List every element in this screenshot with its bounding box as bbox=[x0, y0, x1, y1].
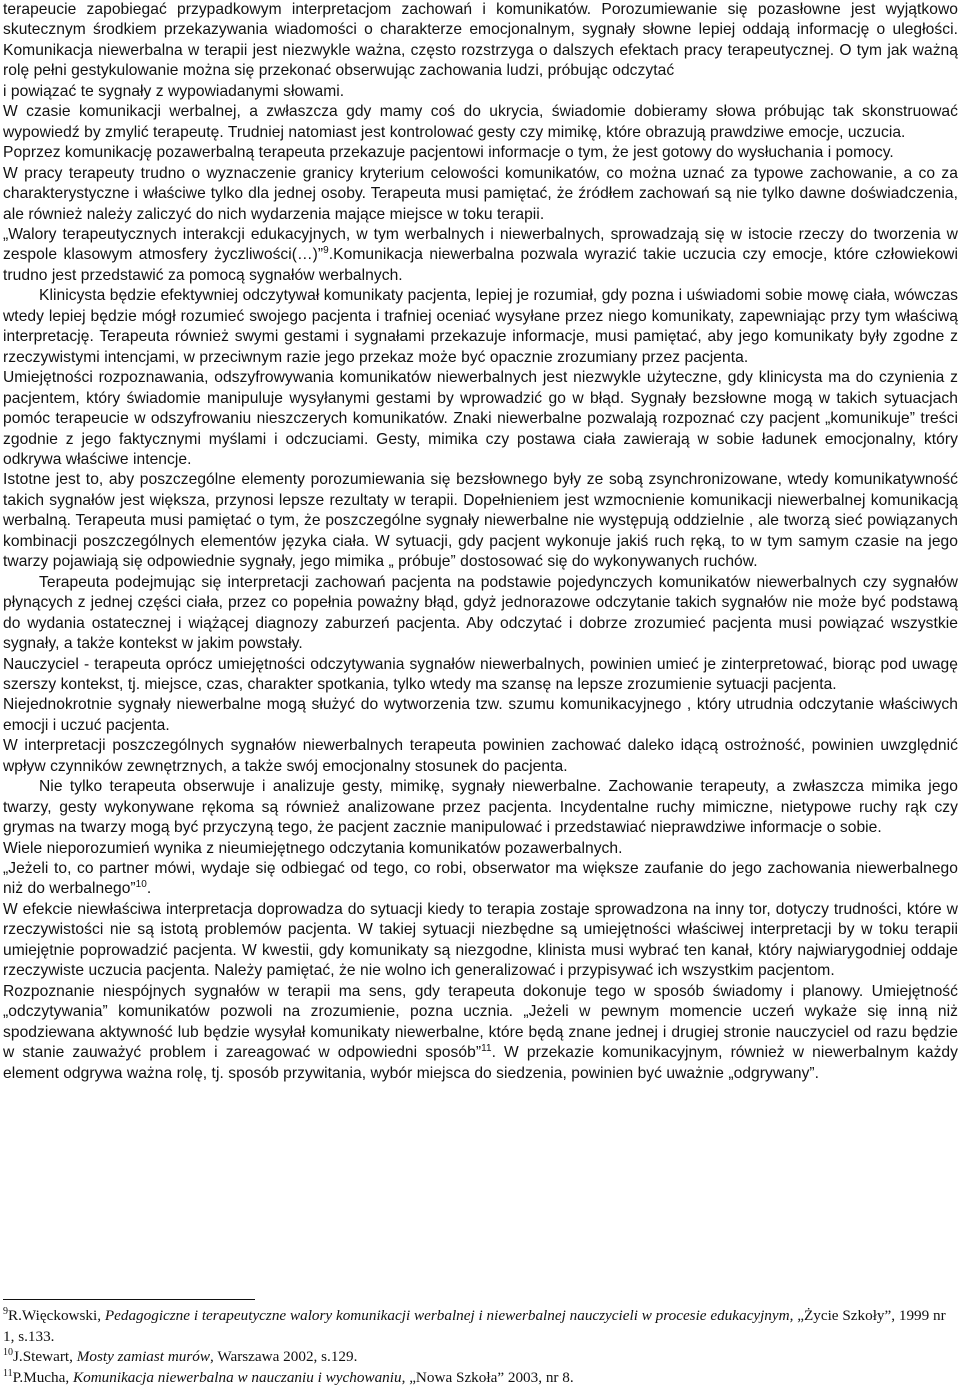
paragraph bbox=[3, 982, 958, 1084]
paragraph: i powiązać te sygnały z wypowiadanymi słowami. bbox=[3, 82, 345, 100]
footnote bbox=[3, 1347, 958, 1368]
footnote-source: , „Nowa Szkoła” 2003, nr 8. bbox=[401, 1368, 574, 1386]
paragraph: Niejednokrotnie sygnały niewerbalne mogą służyć do wytworzenia tzw. szumu komunikacyjnego , który utrudnia odczytanie właściwych emocji i uczuć pacjenta. bbox=[3, 696, 958, 734]
footnote-number: 11 bbox=[3, 1367, 13, 1379]
footnote-author: P.Mucha, bbox=[12, 1368, 73, 1386]
paragraph: Nie tylko terapeuta obserwuje i analizuje gesty, mimikę, sygnały niewerbalne. Zachowanie terapeuty, a zwłaszcza mimika jego twarzy, gesty wykonywane rękoma są również analizowane przez pacjenta. Incydentalne ruchy mimiczne, nietypowe ruchy rąk czy grymas na twarzy mogą być przyczyną tego, że pacjent zacznie manipulować i przedstawiać nieprawdziwe informacje o sobie. bbox=[3, 778, 958, 837]
document-body bbox=[3, 0, 958, 1084]
footnote-source: „Życie Szkoły”, 1999 nr 1, s.133. bbox=[3, 1307, 946, 1345]
paragraph: Nauczyciel - terapeuta oprócz umiejętności odczytywania sygnałów niewerbalnych, powinien umieć je zinterpretować, biorąc pod uwagę szerszy kontekst, tj. miejsce, czas, charakter spotkania, tylko wtedy ma szansę na lepsze zrozumienie sytuacji pacjenta. bbox=[3, 655, 958, 693]
paragraph: W pracy terapeuty trudno o wyznaczenie granicy kryterium celowości komunikatów, co można uznać za typowe zachowanie, a co za charakterystyczne i właściwe tylko dla jednej osoby. Terapeuta musi pamiętać, że źródłem zachowań są nie tylko dawne doświadczenia, ale również należy zaliczyć do nich wydarzenia mające miejsce w toku terapii. bbox=[3, 164, 958, 223]
footnote-ref: 9 bbox=[323, 245, 329, 257]
paragraph-text: Rozpoznanie niespójnych sygnałów w terapii ma sens, gdy terapeuta dokonuje tego w sposób świadomy i planowy. Umiejętność „odczytywania” komunikatów pozwoli na zrozumienie, pozna ucznia. „Jeżeli w pewnym momencie uczeń wykaże się inną niż spodziewana aktywność lub będzie wysyłał komunikaty niewerbalne, które będą znane jednej i drugiej stronie nauczyciel od razu będzie w stanie zauważyć problem i zareagować w odpowiedni sposób” bbox=[3, 982, 958, 1062]
footnote-title: Komunikacja niewerbalna w nauczaniu i wychowaniu bbox=[72, 1368, 402, 1386]
paragraph: W interpretacji poszczególnych sygnałów niewerbalnych terapeuta powinien zachować daleko idącą ostrożność, powinien uwzględnić wpływ czynników zewnętrznych, a także swój emocjonalny stosunek do pacjenta. bbox=[3, 737, 958, 775]
paragraph: Wiele nieporozumień wynika z nieumiejętnego odczytania komunikatów pozawerbalnych. bbox=[3, 839, 623, 857]
footnote bbox=[3, 1368, 958, 1389]
footnote-author: J.Stewart, bbox=[13, 1348, 77, 1366]
quote-text: „Jeżeli to, co partner mówi, wydaje się odbiegać od tego, co robi, obserwator ma większe zaufanie do jego zachowania niewerbalnego niż do werbalnego” bbox=[3, 860, 958, 898]
footnote-separator bbox=[3, 1299, 255, 1300]
paragraph: terapeucie zapobiegać przypadkowym interpretacjom zachowań i komunikatów. Porozumiewanie się pozasłowne jest wyjątkowo skutecznym środkiem przekazywania wiadomości o charakterze emocjonalnym, sygnały słowne lepiej oddają informację o uległości. Komunikacja niewerbalna w terapii jest niezwykle ważna, często rozstrzyga o dalszych efektach pracy terapeutycznej. O tym jak ważną rolę pełni gestykulowanie można się przekonać obserwując zachowania ludzi, próbując odczytać bbox=[3, 1, 958, 80]
paragraph: Poprzez komunikację pozawerbalną terapeuta przekazuje pacjentowi informacje o tym, że jest gotowy do wysłuchania i pomocy. bbox=[3, 144, 894, 162]
paragraph: W czasie komunikacji werbalnej, a zwłaszcza gdy mamy coś do ukrycia, świadomie dobieramy słowa próbując tak skonstruować wypowiedź by zmylić terapeutę. Trudniej natomiast jest kontrolować gesty czy mimikę, które obrazują prawdziwe emocje, uczucia. bbox=[3, 103, 958, 141]
paragraph-text: .Komunikacja niewerbalna pozwala wyrazić takie uczucia czy emocje, które człowiekowi trudno jest przedstawić za pomocą sygnałów werbalnych. bbox=[3, 246, 958, 284]
paragraph: W efekcie niewłaściwa interpretacja doprowadza do sytuacji kiedy to terapia zostaje sprowadzona na inny tor, dotyczy trudności, które w rzeczywistości nie są istotą problemów pacjenta. W takiej sytuacji niezbędne są umiejętności właściwej interpretacji by w toku terapii umiejętnie poprowadzić pacjenta. W kwestii, gdy komunikaty są niezgodne, klinista musi wybrać ten kanał, który najwiarygodniej oddaje rzeczywiste uczucia pacjenta. Należy pamiętać, że nie wolno ich generalizować i przypisywać ich wszystkim pacjentom. bbox=[3, 900, 958, 980]
footnote-ref: 10 bbox=[135, 879, 147, 891]
paragraph-text: . W przekazie komunikacyjnym, również w niewerbalnym każdy element odgrywa ważna rolę, tj. sposób przywitania, wybór miejsca do siedzenia, powinien być uważnie „odgrywany”. bbox=[3, 1044, 958, 1082]
footnote-number: 9 bbox=[3, 1305, 8, 1317]
paragraph: Klinicysta będzie efektywniej odczytywał komunikaty pacjenta, lepiej je rozumiał, gdy pozna i uświadomi sobie mowę ciała, wówczas wtedy lepiej będzie mógł rozumieć swojego pacjenta i trafniej oceniać wysyłane przez niego komunikaty, zapewniając przy tym właściwą interpretację. Terapeuta również swymi gestami i sygnałami przekazuje informacje, musi pamiętać, aby jego komunikaty były zgodne z rzeczywistymi intencjami, w przeciwnym razie jego przekaz może być opacznie zrozumiany przez pacjenta. bbox=[3, 287, 958, 366]
footnote bbox=[3, 1306, 958, 1347]
paragraph-text: . bbox=[146, 880, 152, 898]
quote-text: „Walory terapeutycznych interakcji edukacyjnych, w tym werbalnych i niewerbalnych, sprowadzają się w istocie rzeczy do tworzenia w zespole klasowym atmosfery życzliwości(…)” bbox=[3, 225, 958, 264]
footnote-number: 10 bbox=[3, 1347, 13, 1359]
paragraph: Istotne jest to, aby poszczególne elementy porozumiewania się bezsłownego były ze sobą zsynchronizowane, wtedy komunikatywność takich sygnałów jest większa, przynosi lepsze rezultaty w terapii. Dopełnieniem jest wzmocnienie komunikacji niewerbalnej komunikacją werbalną. Terapeuta musi pamiętać o tym, że poszczególne sygnały niewerbalne nie występują oddzielnie , ale tworzą sieć powiązanych kombinacji poszczególnych elementów języka ciała. W sytuacji, gdy pacjent wykonuje jakiś ruch ręką, to w tym samym czasie na jego twarzy pojawiają się odpowiednie sygnały, jego mimika „ próbuje” dostosować się do wykonywanych ruchów. bbox=[3, 471, 958, 571]
footnote-author: R.Więckowski, bbox=[8, 1307, 105, 1324]
paragraph bbox=[3, 859, 958, 900]
paragraph bbox=[3, 225, 958, 286]
footnote-title: Mosty zamiast murów bbox=[76, 1348, 211, 1366]
footnote-source: , Warszawa 2002, s.129. bbox=[210, 1348, 358, 1366]
footnote-title: Pedagogiczne i terapeutyczne walory komunikacji werbalnej i niewerbalnej nauczycieli w procesie edukacyjnym, bbox=[104, 1307, 794, 1324]
footnote-ref: 11 bbox=[481, 1042, 492, 1054]
footnotes bbox=[3, 1306, 958, 1388]
paragraph: Umiejętności rozpoznawania, odszyfrowywania komunikatów niewerbalnych jest niezwykle użyteczne, gdy klinicysta ma do czynienia z pacjentem, który świadomie manipuluje wysyłanymi gestami by wprowadzić go w błąd. Sygnały bezsłowne mogą w takich sytuacjach pomóc terapeucie w odszyfrowaniu nieszczerych komunikatów. Znaki niewerbalne pozwalają rozpoznać czy pacjent „komunikuje” treści zgodnie z jego faktycznymi myślami i odczuciami. Gesty, mimika czy postawa ciała zawierają w sobie ładunek emocjonalny, który odkrywa właściwe intencje. bbox=[3, 369, 958, 468]
paragraph: Terapeuta podejmując się interpretacji zachowań pacjenta na podstawie pojedynczych komunikatów niewerbalnych czy sygnałów płynących z jednej części ciała, przez co popełnia poważny błąd, gdyż jednorazowe odczytanie takich sygnałów nie może być podstawą do wydania ostatecznej i wiążącej diagnozy zaburzeń pacjenta. Aby odczytać i dobrze zrozumieć pacjenta musi powiązać wszystkie sygnały, a także kontekst w jakim powstały. bbox=[3, 573, 958, 653]
